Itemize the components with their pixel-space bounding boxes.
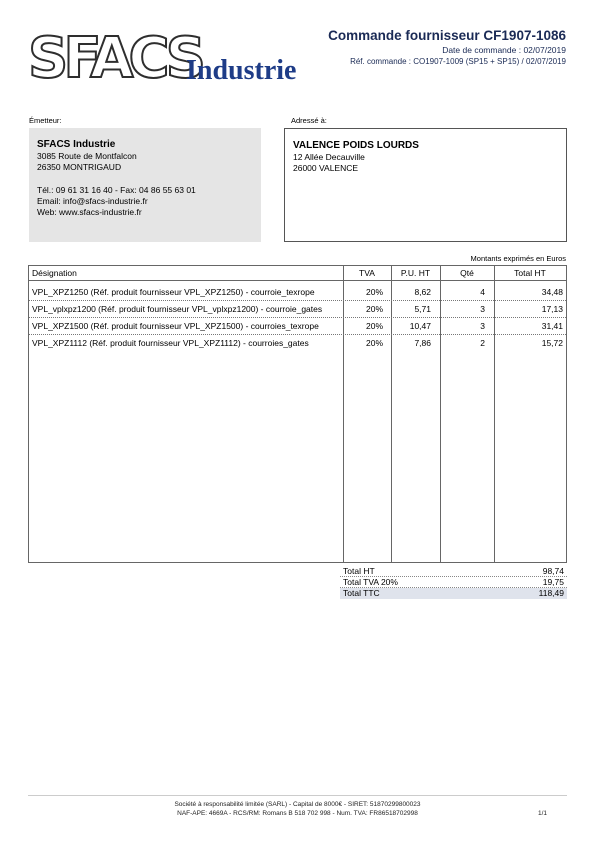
recipient-name: VALENCE POIDS LOURDS: [293, 140, 419, 151]
sender-box: [29, 128, 261, 242]
row2-qte: 3: [480, 304, 485, 314]
row2-total-ht: 17,13: [541, 304, 563, 314]
totals-block: [340, 566, 567, 599]
row1-qte: 4: [480, 287, 485, 297]
document-title: Commande fournisseur CF1907-1086: [328, 28, 566, 43]
row4-pu-ht: 7,86: [414, 338, 431, 348]
row3-tva: 20%: [365, 321, 383, 331]
sender-web: Web: www.sfacs-industrie.fr: [37, 207, 142, 217]
total-tva-row: [340, 577, 567, 588]
row1-pu-ht: 8,62: [414, 287, 431, 297]
header-total-ht: Total HT: [514, 268, 546, 278]
total-ttc-label: Total TTC: [343, 588, 380, 598]
logo-suffix: Industrie: [186, 55, 297, 86]
recipient-address1: 12 Allée Decauville: [293, 152, 365, 162]
row1-designation: VPL_XPZ1250 (Réf. produit fournisseur VPL_XPZ1250) - courroie_texrope: [32, 287, 315, 297]
recipient-address2: 26000 VALENCE: [293, 163, 359, 173]
sender-name: SFACS Industrie: [37, 139, 116, 150]
header-tva: TVA: [359, 268, 375, 278]
row2-tva: 20%: [365, 304, 383, 314]
total-tva-value: 19,75: [542, 577, 564, 587]
recipient-label: Adressé à:: [291, 116, 327, 125]
header-qte: Qté: [460, 268, 474, 278]
total-ht-row: [340, 566, 567, 577]
row2-pu-ht: 5,71: [414, 304, 431, 314]
row4-total-ht: 15,72: [541, 338, 563, 348]
company-logo: [28, 28, 328, 90]
sender-phone-fax: Tél.: 09 61 31 16 40 - Fax: 04 86 55 63 01: [37, 185, 196, 195]
currency-note: Montants exprimés en Euros: [470, 254, 566, 263]
items-table: [28, 265, 567, 563]
total-ttc-row: [340, 588, 567, 599]
row1-tva: 20%: [365, 287, 383, 297]
order-reference: Réf. commande : CO1907-1009 (SP15 + SP15) / 02/07/2019: [350, 57, 566, 66]
footer-legal-line1: Société à responsabilité limitée (SARL) - Capital de 8000€ - SIRET: 51870299800023: [174, 801, 421, 808]
order-date: Date de commande : 02/07/2019: [442, 45, 566, 55]
row4-designation: VPL_XPZ1112 (Réf. produit fournisseur VPL_XPZ1112) - courroies_gates: [32, 338, 309, 348]
row3-qte: 3: [480, 321, 485, 331]
total-tva-label: Total TVA 20%: [343, 577, 398, 587]
row3-total-ht: 31,41: [541, 321, 563, 331]
total-ttc-value: 118,49: [538, 588, 564, 598]
row2-designation: VPL_vplxpz1200 (Réf. produit fournisseur VPL_vplxpz1200) - courroie_gates: [32, 304, 323, 314]
row1-total-ht: 34,48: [541, 287, 563, 297]
total-ht-label: Total HT: [343, 566, 375, 576]
sender-address2: 26350 MONTRIGAUD: [37, 162, 122, 172]
page-number: 1/1: [537, 810, 547, 817]
header-pu-ht: P.U. HT: [400, 268, 431, 278]
header-designation: Désignation: [32, 268, 77, 278]
footer-legal-line2: NAF-APE: 4669A - RCS/RM: Romans B 518 702 998 - Num. TVA: FR86518702998: [177, 810, 418, 817]
logo-brand: SFACS: [28, 26, 201, 91]
recipient-box: [284, 128, 567, 242]
row4-tva: 20%: [365, 338, 383, 348]
total-ht-value: 98,74: [542, 566, 564, 576]
row3-designation: VPL_XPZ1500 (Réf. produit fournisseur VPL_XPZ1500) - courroies_texrope: [32, 321, 319, 331]
row3-pu-ht: 10,47: [409, 321, 431, 331]
sender-email: Email: info@sfacs-industrie.fr: [37, 196, 148, 206]
sender-label: Émetteur:: [29, 116, 62, 125]
footer-divider: [28, 795, 567, 796]
sender-address1: 3085 Route de Montfalcon: [37, 151, 137, 161]
row4-qte: 2: [480, 338, 485, 348]
